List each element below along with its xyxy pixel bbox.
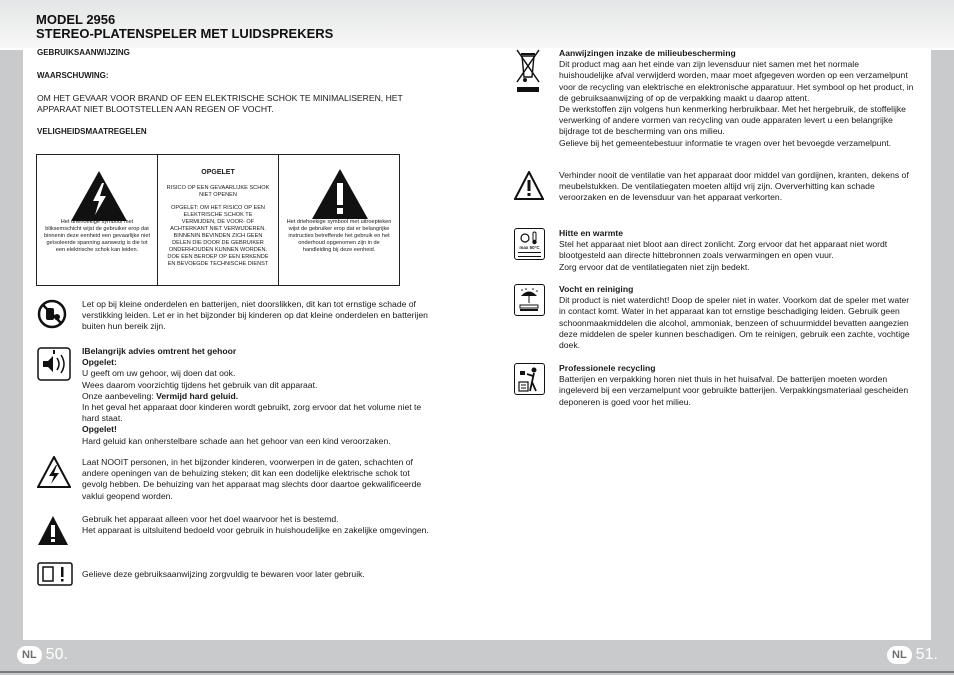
left-page-number-text: 50. — [45, 646, 68, 663]
model-number: MODEL 2956 — [36, 12, 116, 27]
hearing-block — [82, 346, 437, 447]
left-page-number — [17, 646, 68, 664]
moisture-block — [559, 284, 914, 351]
caution-cell — [158, 155, 279, 285]
person-bin-icon — [517, 366, 541, 392]
lightning-caption: Het driehoekige symbool met bliksemschicht wijst de gebruiker erop dat binnenin deze eenheid een gevaarlijke niet geïsoleerde spanning aanwezig is die tot een elektrische schok kan leiden. — [43, 219, 151, 253]
warning-symbol-box — [36, 154, 400, 286]
safety-heading: VELIGHEIDSMAATREGELEN — [37, 127, 147, 136]
hearing-opgelet-1: Opgelet: — [82, 357, 117, 368]
no-small-parts-icon — [37, 299, 67, 329]
children-text: Let op bij kleine onderdelen en batterijen, niet doorslikken, dit kan tot ernstige schade of verstikking leiden. Let er in het bijzonder bij kinderen op dat kleine onderdelen en batterijen buiten hun bereik zijn. — [82, 299, 428, 332]
right-page-number-text: 51. — [915, 646, 938, 663]
right-margin-band — [931, 50, 954, 640]
hearing-opgelet-2: Opgelet! — [82, 424, 117, 435]
lightning-cell — [37, 155, 158, 285]
hearing-line-4: In het geval het apparaat door kinderen wordt gebruikt, zorg ervoor dat het volume niet te hard staat. — [82, 402, 422, 424]
use-block — [82, 514, 437, 536]
product-name: STEREO-PLATENSPELER MET LUIDSPREKERS — [36, 26, 334, 41]
hearing-line-1: U geeft om uw gehoor, wij doen dat ook. — [82, 368, 236, 379]
recycle-block — [559, 363, 914, 408]
hearing-line-3-prefix: Onze aanbeveling: — [82, 390, 157, 401]
heat-p2: Zorg ervoor dat de ventilatiegaten niet zijn bedekt. — [559, 261, 750, 272]
exclamation-caption: Het driehoekige symbool met uitroepteken wijst de gebruiker erop dat er belangrijke instructies betreffende het gebruik en het onderhoud opgenomen zijn in de handleiding bij deze eenheid. — [286, 219, 392, 253]
hearing-title: IBelangrijk advies omtrent het gehoor — [82, 346, 237, 356]
environment-p3: Gelieve bij het gemeentebestuur informatie te vragen over het bevoegde verzamelpunt. — [559, 137, 892, 148]
environment-p2: De werkstoffen zijn volgens hun kenmerking herbruikbaar. Met het hergebruik, de stoffelijke verwerking of andere vormen van recycling van oude apparaten levert u een belangrijke bijdrage tot de bescherming van ons milieu. — [559, 104, 906, 137]
hearing-line-3-bold: Vermijd hard geluid. — [156, 390, 239, 401]
manual-book-icon — [37, 562, 73, 586]
lightning-triangle-icon — [69, 169, 129, 223]
shock-text: Laat NOOIT personen, in het bijzonder kinderen, voorwerpen in de gaten, schachten of andere openingen van de behuizing steken; dit kan een dodelijke elektrische schok tot gevolg hebben. De behuizing van het apparaat mag slechts door daartoe gekwalificeerde vaklui geopend worden. — [82, 457, 422, 501]
environment-p1: Dit product mag aan het einde van zijn levensduur niet samen met het normale huishoudelijke afval verwijderd worden, maar moet afgegeven worden op een verzamelpunt voor de recycling van elektrische en elektronische apparatuur. Het symbool op het product, in de gebruiksaanwijzing of op de verpakking maakt u daarop attent. — [559, 59, 914, 103]
page-title — [36, 13, 333, 41]
recycle-title: Professionele recycling — [559, 363, 656, 373]
hearing-line-2: Wees daarom voorzichtig tijdens het gebruik van dit apparaat. — [82, 379, 318, 390]
rain-umbrella-icon — [518, 287, 540, 313]
warning-text: OM HET GEVAAR VOOR BRAND OF EEN ELEKTRISCHE SCHOK TE MINIMALISEREN, HET APPARAAT NIET BLOOTSTELLEN AAN REGEN OF VOCHT. — [37, 93, 403, 115]
footer-rule — [0, 671, 954, 673]
caution-line-1: RISICO OP EEN GEVAARLIJKE SCHOK NIET OPENEN — [166, 185, 270, 198]
use-text-1: Gebruik het apparaat alleen voor het doel waarvoor het is bestemd. — [82, 514, 339, 524]
use-text-2: Het apparaat is uitsluitend bedoeld voor gebruik in huishoudelijke en zakelijke omgevingen. — [82, 525, 429, 536]
recycle-p1: Batterijen en verpakking horen niet thuis in het huisafval. De batterijen moeten worden ingeleverd bij een verzamelpunt voor gebruikte batterijen. Verpakkingsmateriaal gescheiden deponeren is goed voor het milieu. — [559, 374, 909, 407]
heat-icon — [514, 228, 545, 260]
moisture-p1: Dit product is niet waterdicht! Doop de speler niet in water. Voorkom dat de speler met water in contact komt. Water in het apparaat kan tot ernstige beschadiging leiden. Gebruik geen schoonmaakmiddelen die alcohol, ammoniak, benzeen of schuurmiddel bevatten aangezien deze middelen de speler kunnen beschadigen. Om te reinigen, gebruik een zachte, vochtige doek. — [559, 295, 910, 351]
max-temp-label: max 50°C — [519, 245, 540, 250]
manual-label: GEBRUIKSAANWIJZING — [37, 48, 130, 57]
ventilation-warning-triangle-icon — [514, 171, 544, 201]
left-margin-band — [0, 50, 23, 640]
moisture-title: Vocht en reiniging — [559, 284, 634, 294]
exclamation-triangle-icon — [310, 167, 370, 221]
weee-crossed-bin-icon — [514, 47, 542, 93]
hearing-line-3 — [82, 391, 437, 402]
recycling-icon — [514, 363, 545, 395]
caution-line-2: OPGELET: OM HET RISICO OP EEN ELEKTRISCHE SCHOK TE VERMIJDEN, DE VOOR- OF ACHTERKANT NIET VERWIJDEREN. BINNENIN BEVINDEN ZICH GEEN DELEN DIE DOOR DE GEBRUIKER ONDERHOUDEN KUNNEN WORDEN. DOE EEN BEROEP OP EEN ERKENDE EN BEVOEGDE TECHNISCHE DIENST — [167, 205, 269, 267]
heat-p1: Stel het apparaat niet bloot aan direct zonlicht. Zorg ervoor dat het apparaat niet wordt blootgesteld aan directe hittebronnen zoals verwarmingen en open vuur. — [559, 239, 888, 261]
warning-heading: WAARSCHUWING: — [37, 71, 109, 80]
caution-title: OPGELET — [201, 169, 235, 176]
electric-shock-triangle-icon — [37, 456, 71, 488]
environment-block — [559, 48, 914, 149]
footer-band — [0, 640, 954, 675]
moisture-icon — [514, 284, 545, 316]
thermometer-icon — [519, 231, 541, 245]
ventilation-text: Verhinder nooit de ventilatie van het apparaat door middel van gordijnen, kranten, dekens of meubelstukken. De ventilatiegaten moeten altijd vrij zijn. Oververhitting kan schade veroorzaken en de levensduur van het apparaat verkorten. — [559, 170, 909, 203]
heat-device-lines — [518, 252, 541, 257]
right-page-number — [887, 646, 938, 664]
heat-block — [559, 228, 914, 273]
language-badge-left: NL — [17, 646, 42, 664]
exclamation-cell — [279, 155, 399, 285]
general-warning-triangle-icon — [37, 515, 69, 547]
hearing-warning-icon — [37, 347, 71, 381]
hearing-line-5: Hard geluid kan onherstelbare schade aan het gehoor van een kind veroorzaken. — [82, 435, 391, 446]
environment-title: Aanwijzingen inzake de milieubescherming — [559, 48, 736, 58]
heat-title: Hitte en warmte — [559, 228, 623, 238]
keep-manual-text: Gelieve deze gebruiksaanwijzing zorgvuldig te bewaren voor later gebruik. — [82, 569, 365, 579]
language-badge-right: NL — [887, 646, 912, 664]
